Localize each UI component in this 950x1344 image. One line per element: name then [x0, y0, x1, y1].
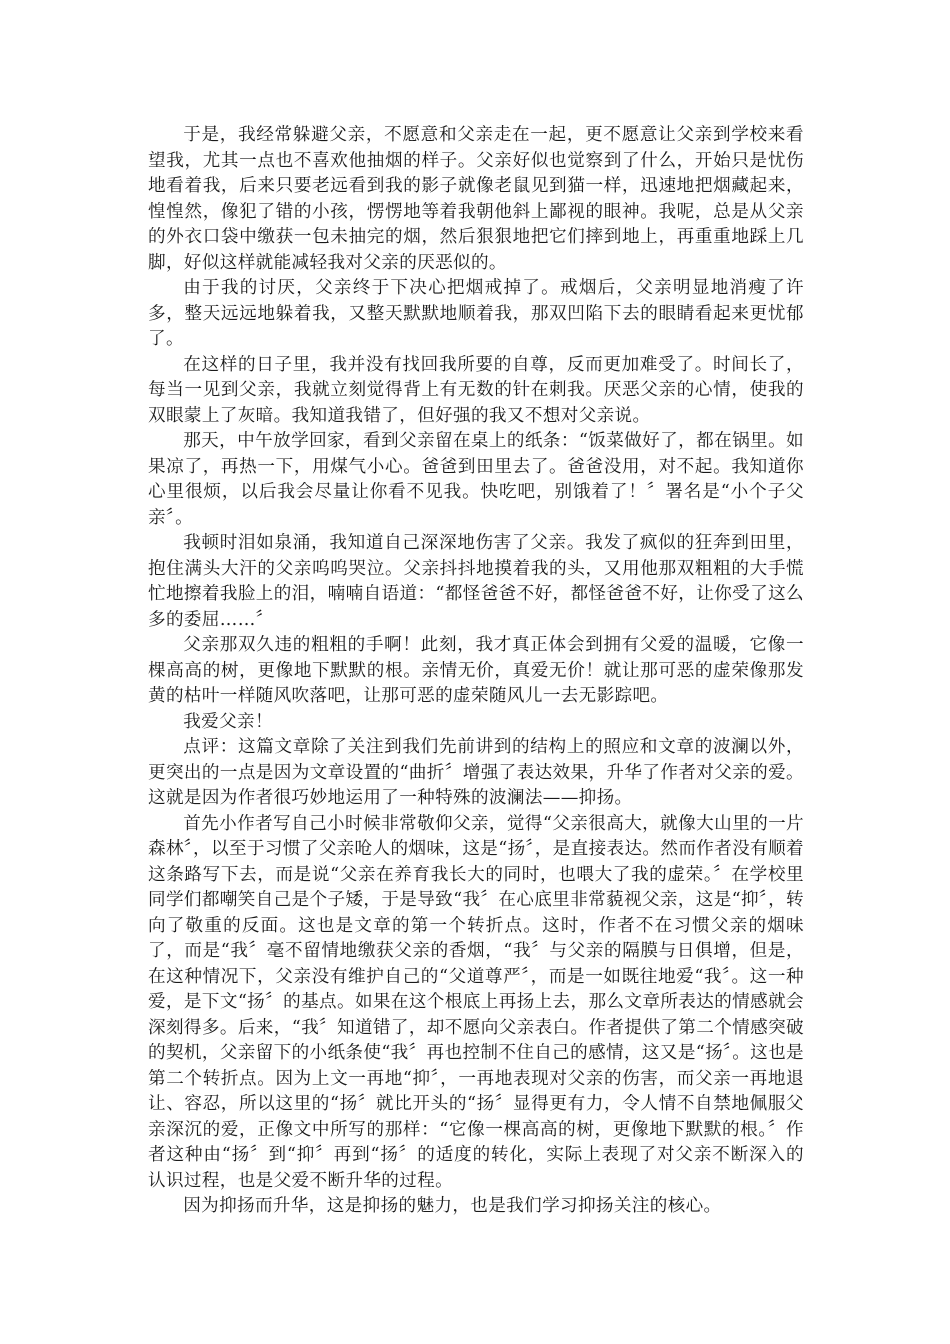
paragraph-fathers-hands: 父亲那双久违的粗粗的手啊！此刻，我才真正体会到拥有父爱的温暖，它像一棵高高的树，更像地下默默的根。亲情无价，真爱无价！就让那可恶的虚荣像那发黄的枯叶一样随风吹落吧，让那可恶的虚荣随风儿一去无影踪吧。 — [148, 635, 804, 706]
article-body — [148, 123, 804, 1220]
paragraph-avoiding-father: 于是，我经常躲避父亲，不愿意和父亲走在一起，更不愿意让父亲到学校来看望我，尤其一点也不喜欢他抽烟的样子。父亲好似也觉察到了什么，开始只是忧伤地看着我，后来只要老远看到我的影子就像老鼠见到猫一样，迅速地把烟藏起来，惶惶然，像犯了错的小孩，愣愣地等着我朝他斜上鄙视的眼神。我呢，总是从父亲的外衣口袋中缴获一包未抽完的烟，然后狠狠地把它们摔到地上，再重重地踩上几脚，好似这样就能减轻我对父亲的厌恶似的。 — [148, 125, 804, 273]
paragraph-i-love-father: 我爱父亲！ — [183, 711, 273, 732]
paragraph-note-on-table: 那天，中午放学回家，看到父亲留在桌上的纸条：“饭菜做好了，都在锅里。如果凉了，再热一下，用煤气小心。爸爸到田里去了。爸爸没用，对不起。我知道你心里很烦，以后我会尽量让你看不见我。快吃吧，别饿着了！〞署名是“小个子父亲〞。 — [148, 431, 804, 528]
paragraph-commentary-analysis: 首先小作者写自己小时候非常敬仰父亲，觉得“父亲很高大，就像大山里的一片森林〞，以至于习惯了父亲呛人的烟味，这是“扬〞，是直接表达。然而作者没有顺着这条路写下去，而是说“父亲在养育我长大的同时，也喂大了我的虚荣。〞在学校里同学们都嘲笑自己是个子矮，于是导致“我〞在心底里非常藐视父亲，这是“抑〞，转向了敬重的反面。这也是文章的第一个转折点。这时，作者不在习惯父亲的烟味了，而是“我〞毫不留情地缴获父亲的香烟，“我〞与父亲的隔膜与日俱增，但是，在这种情况下，父亲没有维护自己的“父道尊严〞，而是一如既往地爱“我〞。这一种爱，是下文“扬〞的基点。如果在这个根底上再扬上去，那么文章所表达的情感就会深刻得多。后来，“我〞知道错了，却不愿向父亲表白。作者提供了第二个情感突破的契机，父亲留下的小纸条使“我〞再也控制不住自己的感情，这又是“扬〞。这也是第二个转折点。因为上文一再地“抑〞，一再地表现对父亲的伤害，而父亲一再地退让、容忍，所以这里的“扬〞就比开头的“扬〞显得更有力，令人情不自禁地佩服父亲深沉的爱，正像文中所写的那样：“它像一棵高高的树，更像地下默默的根。〞作者这种由“扬〞到“抑〞再到“扬〞的适度的转化，实际上表现了对父亲不断深入的认识过程，也是父爱不断升华的过程。 — [148, 813, 804, 1191]
paragraph-regret: 在这样的日子里，我并没有找回我所要的自尊，反而更加难受了。时间长了，每当一见到父亲，我就立刻觉得背上有无数的针在刺我。厌恶父亲的心情，使我的双眼蒙上了灰暗。我知道我错了，但好强的我又不想对父亲说。 — [148, 354, 804, 426]
paragraph-quit-smoking: 由于我的讨厌，父亲终于下决心把烟戒掉了。戒烟后，父亲明显地消瘦了许多，整天远远地躲着我，又整天默默地顺着我，那双凹陷下去的眼睛看起来更忧郁了。 — [148, 278, 804, 349]
paragraph-tears: 我顿时泪如泉涌，我知道自己深深地伤害了父亲。我发了疯似的狂奔到田里，抱住满头大汗的父亲呜呜哭泣。父亲抖抖地摸着我的头，又用他那双粗粗的大手慌忙地擦着我脸上的泪，喃喃自语道：“都怪爸爸不好，都怪爸爸不好，让你受了这么多的委屈……〞 — [148, 533, 804, 630]
paragraph-conclusion: 因为抑扬而升华，这是抑扬的魅力，也是我们学习抑扬关注的核心。 — [183, 1196, 722, 1216]
paragraph-commentary-intro: 点评：这篇文章除了关注到我们先前讲到的结构上的照应和文章的波澜以外，更突出的一点是因为文章设置的“曲折〞增强了表达效果，升华了作者对父亲的爱。这就是因为作者很巧妙地运用了一种特殊的波澜法——抑扬。 — [148, 737, 804, 808]
